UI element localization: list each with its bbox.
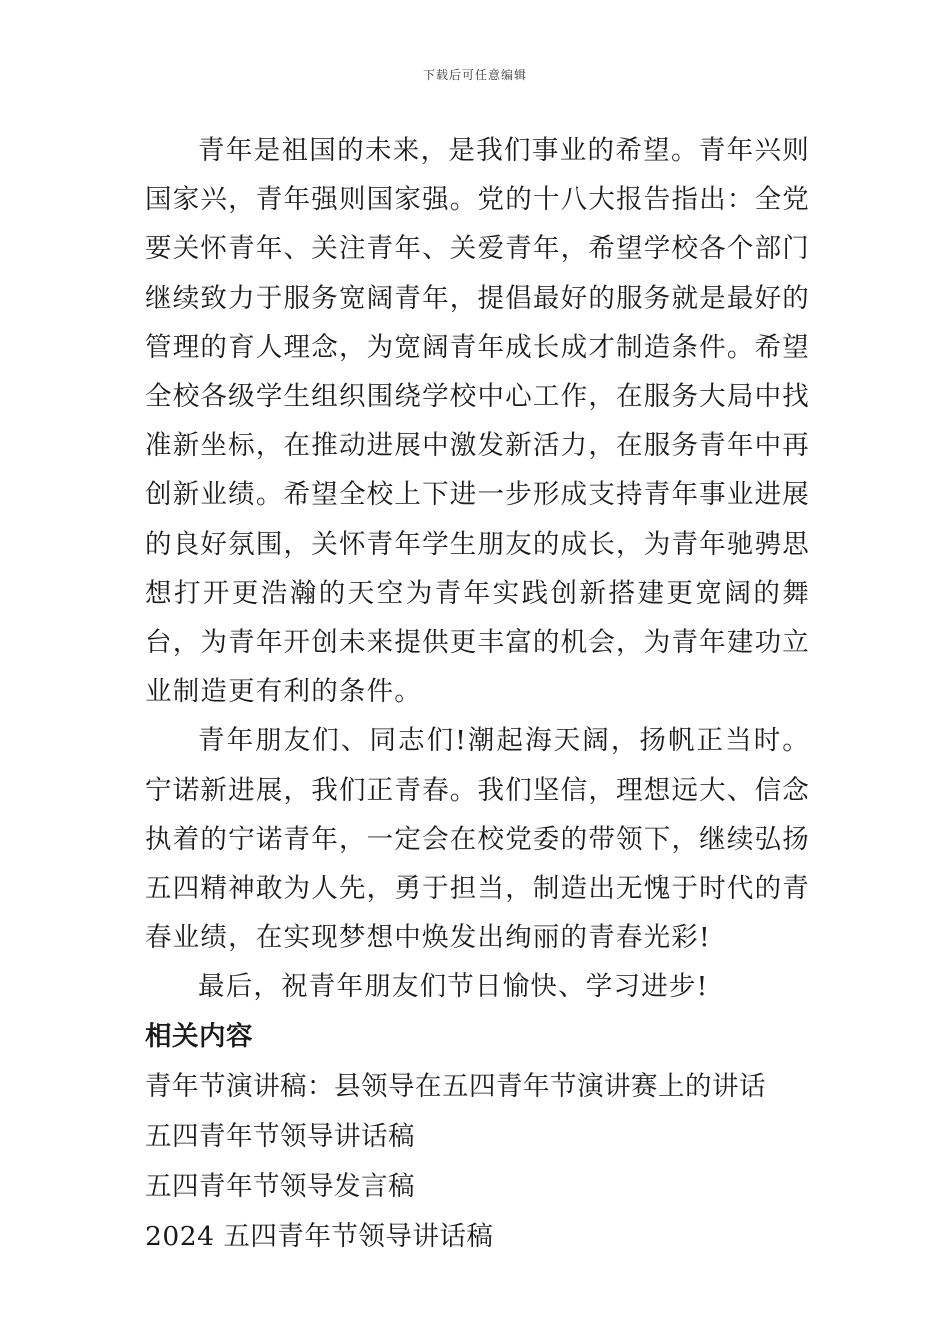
related-link[interactable]: 五四青年节领导讲话稿	[145, 1120, 415, 1152]
paragraph: 青年是祖国的未来，是我们事业的希望。青年兴则国家兴，青年强则国家强。党的十八大报告指出：全党要关怀青年、关注青年、关爱青年，希望学校各个部门继续致力于服务宽阔青年，提倡最好的服务就是最好的管理的育人理念，为宽阔青年成长成才制造条件。希望全校各级学生组织围绕学校中心工作，在服务大局中找准新坐标，在推动进展中激发新活力，在服务青年中再创新业绩。希望全校上下进一步形成支持青年事业进展的良好氛围，关怀青年学生朋友的成长，为青年驰骋思想打开更浩瀚的天空为青年实践创新搭建更宽阔的舞台，为青年开创未来提供更丰富的机会，为青年建功立业制造更有利的条件。	[145, 135, 810, 708]
related-link[interactable]: 2024 五四青年节领导讲话稿	[145, 1220, 494, 1252]
document-body	[145, 126, 810, 1262]
related-content-list	[145, 1062, 810, 1262]
header-note: 下载后可任意编辑	[422, 68, 527, 82]
paragraph: 最后，祝青年朋友们节日愉快、学习进步!	[198, 971, 709, 1003]
related-link[interactable]: 五四青年节领导发言稿	[145, 1170, 415, 1202]
related-content-title: 相关内容	[145, 1020, 253, 1052]
related-content-section	[145, 1012, 810, 1262]
related-link[interactable]: 青年节演讲稿：县领导在五四青年节演讲赛上的讲话	[145, 1070, 766, 1102]
paragraph: 青年朋友们、同志们!潮起海天阔，扬帆正当时。宁诺新进展，我们正青春。我们坚信，理想远大、信念执着的宁诺青年，一定会在校党委的带领下，继续弘扬五四精神敢为人先，勇于担当，制造出无愧于时代的青春业绩，在实现梦想中焕发出绚丽的青春光彩!	[145, 725, 810, 954]
